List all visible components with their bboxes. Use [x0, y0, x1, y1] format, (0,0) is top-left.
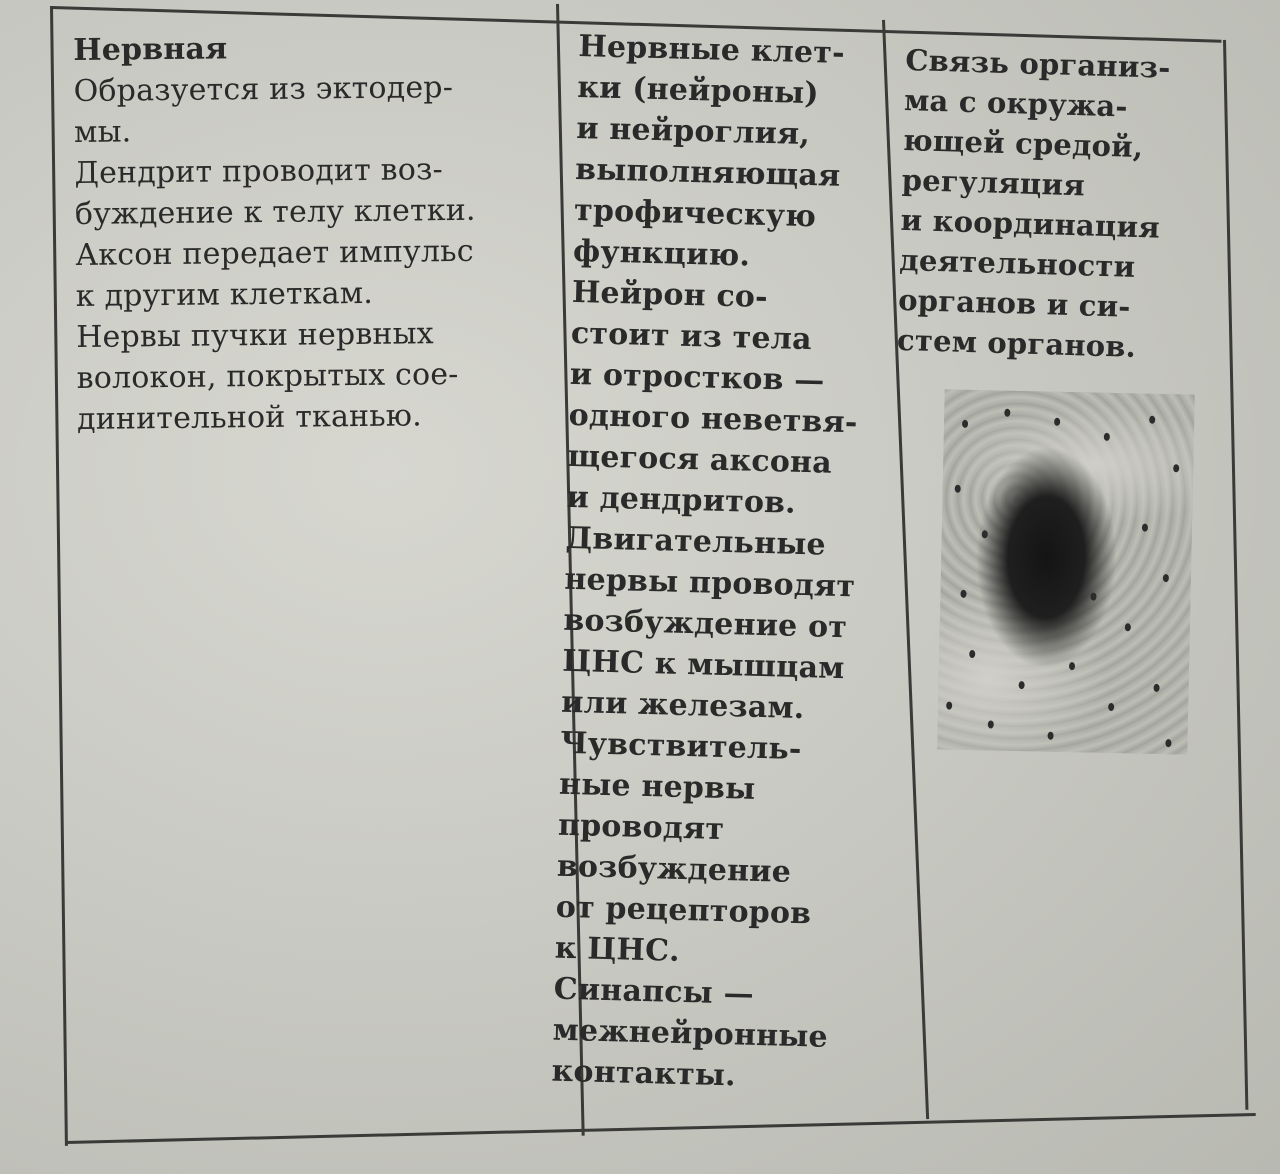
- col2-line: Чувствитель-: [559, 725, 803, 768]
- cell-nucleus-dot: [1090, 593, 1096, 601]
- structure-column: [551, 26, 870, 1099]
- cell-nucleus-dot: [1142, 524, 1148, 532]
- cell-nucleus-dot: [1004, 409, 1010, 417]
- col2-line: возбуждение: [556, 848, 792, 890]
- col3-line: стем органов.: [896, 322, 1137, 364]
- col3-line: Связь организ-: [904, 42, 1171, 85]
- col2-line: щегося аксона: [567, 438, 833, 481]
- cell-nucleus-dot: [1054, 418, 1060, 426]
- col2-line: к ЦНС.: [554, 930, 681, 969]
- cell-nucleus-dot: [1019, 681, 1025, 689]
- col2-line: ные нервы: [558, 766, 756, 807]
- col2-line: от рецепторов: [555, 889, 812, 932]
- cell-nucleus-dot: [962, 420, 968, 428]
- col3-line: деятельности: [898, 242, 1136, 284]
- col2-line: трофическую: [573, 192, 817, 235]
- cell-nucleus-dot: [1104, 433, 1110, 441]
- col2-line: одного неветвя-: [568, 397, 859, 441]
- col2-line: и отростков —: [569, 356, 825, 399]
- cell-nucleus-dot: [955, 485, 961, 493]
- function-column: [897, 40, 1172, 368]
- cell-nucleus-dot: [1108, 703, 1114, 711]
- cell-nucleus-dot: [1165, 739, 1171, 747]
- col2-line: Нервные клет-: [578, 28, 846, 71]
- cell-nucleus-dot: [982, 530, 988, 538]
- tissue-name-column: [73, 26, 478, 440]
- cell-nucleus-dot: [1163, 574, 1169, 582]
- col2-line: и дендритов.: [566, 479, 797, 521]
- col2-line: ЦНС к мышцам: [561, 643, 845, 687]
- col1-line: Дендрит проводит воз-: [74, 152, 444, 191]
- cell-nucleus-dot: [946, 702, 952, 710]
- col2-line: Нейрон со-: [571, 274, 769, 316]
- col3-line: ющей средой,: [902, 122, 1144, 165]
- cell-nucleus-dot: [1154, 684, 1160, 692]
- col1-line: мы.: [73, 114, 132, 150]
- col2-line: Двигательные: [565, 520, 827, 563]
- col2-line: контакты.: [551, 1053, 737, 1094]
- cell-nucleus-dot: [1125, 623, 1131, 631]
- col2-line: и нейроглия,: [575, 110, 811, 153]
- col2-line: Синапсы —: [553, 971, 755, 1012]
- col1-line: динительной тканью.: [76, 398, 423, 437]
- col1-line: к другим клеткам.: [75, 275, 374, 314]
- tissue-title: Нервная: [73, 31, 228, 68]
- col2-line: выполняющая: [574, 151, 841, 194]
- nervous-tissue-micrograph: [937, 389, 1194, 754]
- col1-line: Аксон передает импульс: [75, 233, 474, 273]
- col2-line: функцию.: [572, 233, 751, 274]
- col1-line: волокон, покрытых сое-: [76, 356, 459, 396]
- col2-line: стоит из тела: [570, 315, 813, 358]
- col3-line: органов и си-: [897, 282, 1132, 324]
- col2-line: ки (нейроны): [576, 69, 820, 112]
- cell-nucleus-dot: [1047, 732, 1053, 740]
- col2-line: возбуждение от: [562, 602, 848, 646]
- cell-nucleus-dot: [960, 590, 966, 598]
- cell-nucleus-dot: [988, 720, 994, 728]
- col2-line: проводят: [557, 807, 725, 848]
- cell-nucleus-dot: [969, 650, 975, 658]
- col3-line: и координация: [900, 202, 1161, 245]
- cell-nucleus-dot: [1069, 662, 1075, 670]
- col2-line: межнейронные: [552, 1012, 829, 1055]
- col1-line: Нервы пучки нервных: [76, 316, 435, 355]
- col1-line: буждение к телу клетки.: [74, 192, 476, 232]
- col1-line: Образуется из эктодер-: [73, 70, 454, 109]
- cell-nucleus-dot: [1149, 416, 1155, 424]
- col3-line: ма с окружа-: [903, 82, 1129, 124]
- col3-line: регуляция: [901, 162, 1086, 203]
- col2-line: или железам.: [560, 684, 805, 727]
- cell-nucleus-dot: [1173, 464, 1179, 472]
- col2-line: нервы проводят: [564, 561, 856, 605]
